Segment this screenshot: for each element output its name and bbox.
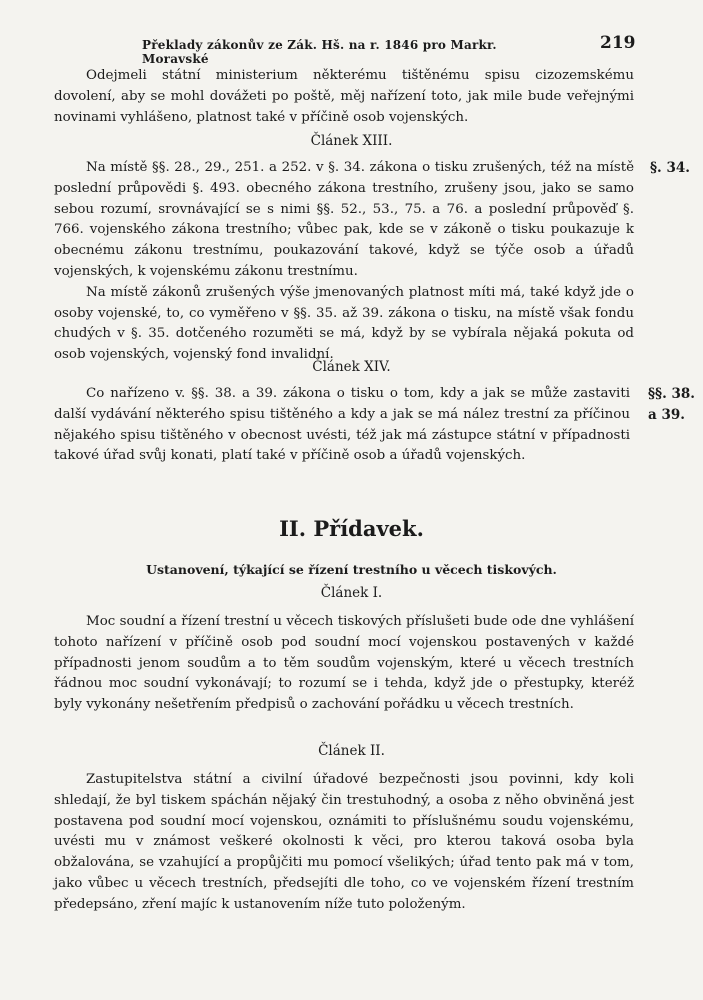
article-13-paragraph-1: Na místě §§. 28., 29., 251. a 252. v §. 34. zákona o tisku zrušených, též na místě poslední průpovědi §. 493. obecného zákona trestního, zrušeny jsou, jako se samo sebou rozumí, srovnávající se s nimi §§. 52., 53., 75. a 76. a poslední průpověď §. 766. vojenského zákona trestního; vůbec pak, kde se v zákoně o tisku poukazuje k obecnému zákonu trestnímu, poukazování takové, když se týče osob a úřadů vojenských, k vojenskému zákonu trestnímu. bbox=[54, 160, 634, 279]
appendix-subtitle: Ustanovení, týkající se řízení trestního u věcech tiskových. bbox=[146, 562, 557, 577]
article-2-heading: Článek II. bbox=[318, 743, 385, 759]
margin-note-13: §. 34. bbox=[650, 160, 690, 176]
intro-text: Odejmeli státní ministerium některému tištěnému spisu cizozemskému dovolení, aby se mohl dovážeti po poště, měj nařízení toto, jak mile bude veřejnými novinami vyhlášeno, platnost také v příčině osob vojenských. bbox=[54, 68, 634, 125]
article-1-body bbox=[54, 612, 634, 716]
page-number: 219 bbox=[600, 33, 636, 53]
article-1-heading: Článek I. bbox=[320, 585, 383, 601]
article-13-body bbox=[54, 158, 634, 366]
margin-note-14: §§. 38. a 39. bbox=[648, 386, 696, 423]
article-14-body bbox=[54, 384, 630, 467]
article-2-body bbox=[54, 770, 634, 916]
article-14-paragraph: Co nařízeno v. §§. 38. a 39. zákona o tisku o tom, kdy a jak se může zastaviti další vydávání některého spisu tištěného a kdy a jak se má nález trestní za příčinou nějakého spisu tištěného v obecnost uvésti, též jak má zástupce státní v případnosti takové úřad svůj konati, platí také v příčině osob a úřadů vojenských. bbox=[54, 386, 630, 464]
running-title: Překlady zákonův ze Zák. Hš. na r. 1846 pro Markr. Moravské bbox=[142, 38, 497, 66]
article-13-heading: Článek XIII. bbox=[310, 133, 393, 149]
article-2-paragraph: Zastupitelstva státní a civilní úřadové bezpečnosti jsou povinni, kdy koli shledají, že byl tiskem spáchán nějaký čin trestuhodný, a osoba z něho obviněná jest postavena pod soudní mocí vojenskou, oznámiti to příslušnému soudu vojenskému, uvésti mu v známost veškeré okolnosti k věci, pro kterou taková osoba byla obžalována, se vzahující a propůjčiti mu pomocí všelikých; úřad tento pak má v tom, jako vůbec u věcech trestních, předsejíti dle toho, co ve vojenském řízení trestním předepsáno, zření majíc k ustanovením níže tuto položeným. bbox=[54, 772, 634, 912]
intro-paragraph bbox=[54, 66, 634, 128]
appendix-title: II. Přídavek. bbox=[279, 516, 424, 541]
article-13-paragraph-2: Na místě zákonů zrušených výše jmenovaných platnost míti má, také když jde o osoby vojenské, to, co vyměřeno v §§. 35. až 39. zákona o tisku, na místě však fondu chudých v §. 35. dotčeného rozuměti se má, když by se vybírala nějaká pokuta od osob vojenských, vojenský fond invalidní. bbox=[54, 284, 634, 363]
article-1-paragraph: Moc soudní a řízení trestní u věcech tiskových příslušeti bude ode dne vyhlášení tohoto nařízení v příčině osob pod soudní mocí vojenskou postavených v každé případnosti jenom soudům a to těm soudům vojenským, které u věcech trestních řádnou moc soudní vykonávají; to rozumí se i tehda, když jde o přestupky, kteréž byly vykonány nešetřením předpisů o zachování pořádku u věcech trestních. bbox=[54, 614, 634, 713]
article-14-heading: Článek XIV. bbox=[312, 359, 391, 375]
